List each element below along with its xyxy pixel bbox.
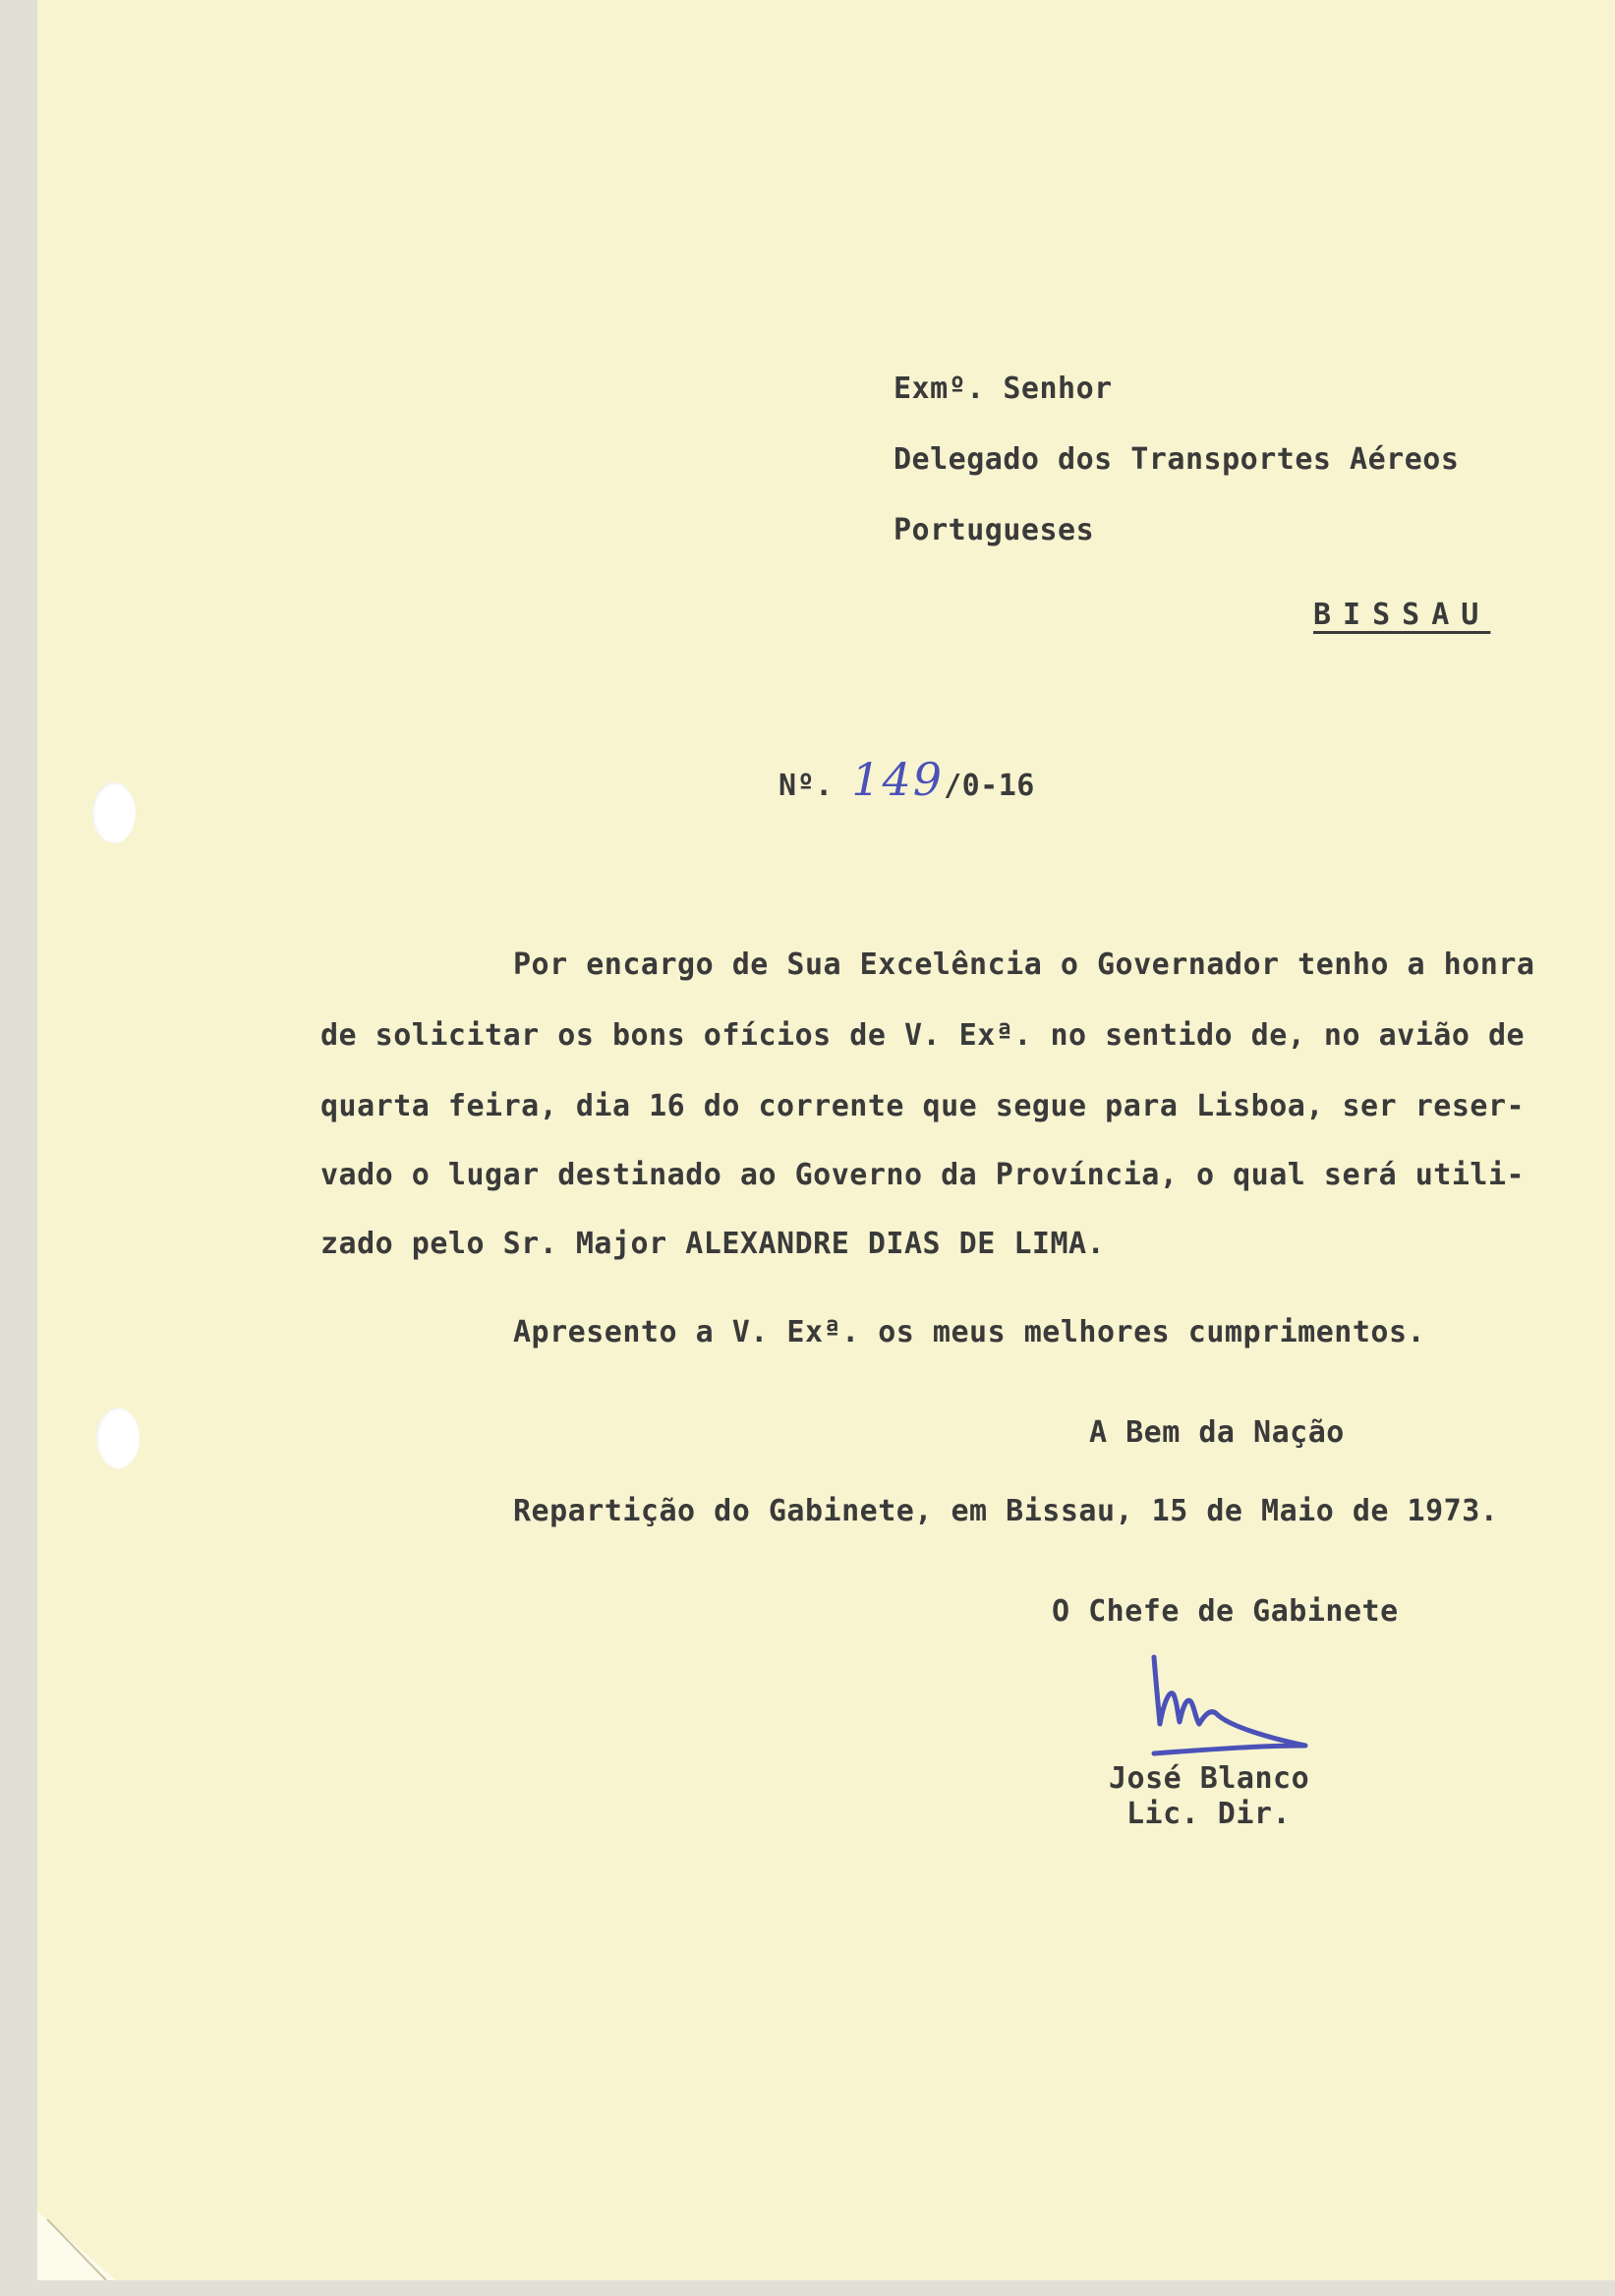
body-paragraph1-line3: quarta feira, dia 16 do corrente que segue para Lisboa, ser reser- [320,1089,1526,1123]
body-paragraph1-line4: vado o lugar destinado ao Governo da Província, o qual será utili- [320,1158,1526,1192]
recipient-salutation: Exmº. Senhor [894,372,1113,406]
recipient-line2: Portugueses [894,513,1095,547]
recipient-city: BISSAU [1313,598,1491,632]
closing-place-date: Repartição do Gabinete, em Bissau, 15 de Maio de 1973. [513,1494,1499,1528]
reference-handwritten-number: 149 [851,753,945,806]
signatory-name: José Blanco [1109,1761,1310,1796]
reference-number [779,753,1035,806]
body-paragraph2: Apresento a V. Exª. os meus melhores cumprimentos. [513,1315,1426,1349]
letter-page [37,0,1615,2280]
body-paragraph1-line2: de solicitar os bons ofícios de V. Exª. no sentido de, no avião de [320,1018,1526,1053]
recipient-line1: Delegado dos Transportes Aéreos [894,442,1460,477]
reference-prefix: Nº. [779,769,834,803]
signatory-credentials: Lic. Dir. [1126,1797,1292,1831]
body-paragraph1-line1: Por encargo de Sua Excelência o Governador tenho a honra [513,947,1535,982]
body-paragraph1-line5: zado pelo Sr. Major ALEXANDRE DIAS DE LIMA. [320,1227,1106,1261]
punch-hole-bottom [96,1407,140,1468]
closing-title: O Chefe de Gabinete [1052,1594,1399,1629]
reference-suffix: /0-16 [944,769,1035,803]
punch-hole-top [92,782,136,843]
paper-corner-fold [37,2172,155,2280]
closing-motto: A Bem da Nação [1089,1415,1345,1450]
signature-scribble [1140,1643,1376,1771]
